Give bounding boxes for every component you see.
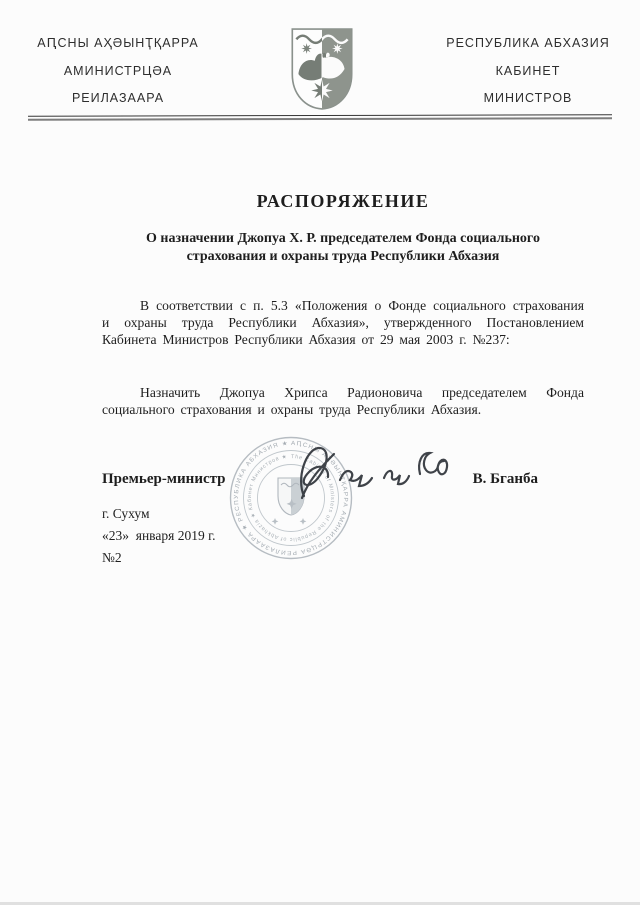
signer-name: В. Бганба <box>472 471 538 487</box>
letterhead-abkhaz-line2: АМИНИСТРЦӘА <box>63 63 173 78</box>
handwritten-signature <box>288 434 452 506</box>
letterhead-russian-line1: РЕСПУБЛИКА АБХАЗИЯ <box>446 36 610 50</box>
letterhead-russian <box>440 30 616 113</box>
signature-date: «23» января 2019 г. <box>102 528 216 543</box>
document-subject <box>102 230 584 266</box>
letterhead-russian-line2: КАБИНЕТ <box>495 63 561 78</box>
letterhead-abkhaz-line3: РЕИЛАЗААРА <box>71 91 165 105</box>
body-paragraph-preamble: В соответствии с п. 5.3 «Положения о Фонде социального страхования и охраны труда Республики Абхазия», утвержденного Постановлением Кабинета Министров Республики Абхазия от 29 мая 2003 г. №237: <box>102 297 584 347</box>
abkhazia-coat-of-arms-icon <box>289 27 355 111</box>
document-subject-line1: О назначении Джопуа Х. Р. председателем Фонда социального <box>146 231 540 246</box>
seal-inner-ring-text: The Cabinet of Ministers of the Republic of Abkhazia ★ Кабинет Министров ★ <box>246 453 336 543</box>
signature-city: г. Сухум <box>102 506 150 521</box>
document-subject-line2: страхования и охраны труда Республики Абхазия <box>186 249 500 264</box>
letterhead-russian-line3: МИНИСТРОВ <box>483 91 573 105</box>
letterhead-abkhaz <box>34 30 202 113</box>
letterhead-abkhaz-line1: АԤСНЫ АҲӘЫНҬҚАРРА <box>37 36 199 50</box>
signer-title: Премьер-министр <box>102 471 226 487</box>
letterhead-divider <box>28 114 612 121</box>
document-number: №2 <box>102 550 122 565</box>
seal-outer-ring-text: АԤСНЫ АҲӘЫНҬҚАРРА АМИНИСТРЦӘА РЕИЛАЗААРА ★ РЕСПУБЛИКА АБХАЗИЯ ★ <box>233 440 349 556</box>
body-paragraph-resolution: Назначить Джопуа Хрипса Радионовича председателем Фонда социального страхования и охраны труда Республики Абхазия. <box>102 384 584 417</box>
document-title: РАСПОРЯЖЕНИЕ <box>256 191 430 211</box>
